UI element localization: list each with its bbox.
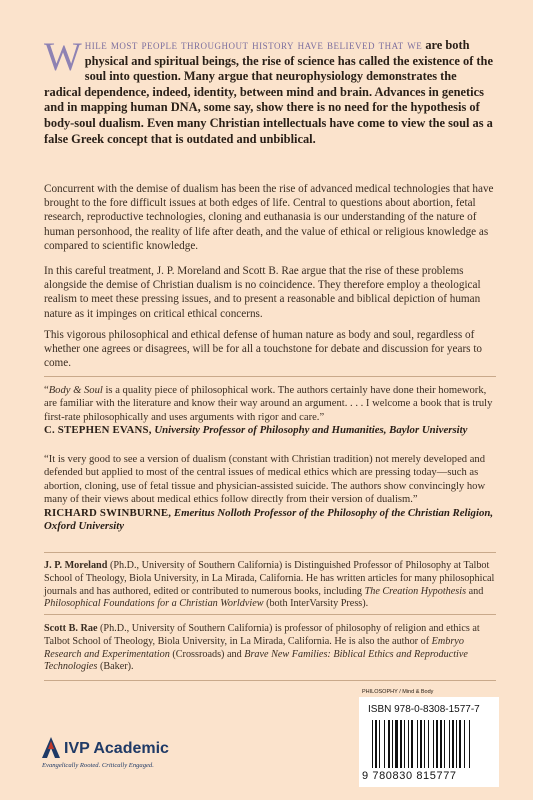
barcode-bar — [384, 720, 385, 768]
category-label: PHILOSOPHY / Mind & Body — [362, 689, 434, 695]
endorser-attribution — [44, 507, 496, 534]
endorser-name: C. STEPHEN EVANS, — [44, 424, 152, 437]
publisher-logo — [40, 734, 170, 778]
endorser-affiliation: Emeritus Nolloth Professor of the Philosophy of the Christian Religion, Oxford University — [44, 506, 494, 533]
publisher-tagline: Evangelically Rooted. Critically Engaged. — [42, 762, 154, 769]
barcode — [372, 720, 496, 768]
barcode-bar — [444, 720, 445, 768]
barcode-bar — [411, 720, 413, 768]
endorser-name: RICHARD SWINBURNE, — [44, 506, 172, 519]
author-name: Scott B. Rae — [44, 623, 98, 634]
author-name: J. P. Moreland — [44, 560, 108, 571]
lead-small-caps: hile most people throughout history have believed that we — [84, 38, 423, 52]
barcode-bar — [449, 720, 450, 768]
barcode-bar — [452, 720, 454, 768]
barcode-bar — [417, 720, 418, 768]
publisher-name: IVP Academic — [64, 740, 169, 757]
book-title: Body & Soul — [48, 385, 103, 396]
endorsement-text: “It is very good to see a version of dualism (constant with Christian tradition) not merely developed and defended but applied to most of the central issues of medical ethics which are pressing today—such as abortion, cloning, use of fetal tissue and physician-assisted suicide. The authors show convincingly how many of their views about medical ethics follow directly from their version of dualism.” — [44, 454, 486, 506]
author-bio-rae: Scott B. Rae (Ph.D., University of Southern California) is professor of philosophy of religion and ethics at Talbot School of Theology, Biola University, in La Mirada, California. He is also the author of Embryo Research and Experimentation (Crossroads) and Brave New Families: Biblical Ethics and Reproductive Technologies (Baker). — [44, 623, 480, 673]
isbn-label: ISBN 978-0-8308-1577-7 — [368, 704, 480, 715]
barcode-bar — [408, 720, 409, 768]
barcode-bar — [440, 720, 442, 768]
blurb-paragraph-2: In this careful treatment, J. P. Moreland and Scott B. Rae argue that the rise of these problems alongside the demise of Christian dualism is no coincidence. They therefore employ a theological realism to meet these pressing issues, and to present a reasonable and biblical depiction of human nature as it impinges on critical ethical concerns. — [44, 265, 481, 320]
barcode-bar — [433, 720, 434, 768]
barcode-bar — [469, 720, 470, 768]
barcode-bar — [424, 720, 425, 768]
divider — [44, 552, 496, 553]
author-bio-moreland: J. P. Moreland (Ph.D., University of Southern California) is Distinguished Professor of Philosophy at Talbot School of Theology, Biola University, in La Mirada, California. He has written articles for many philosophical journals and has authored, edited or contributed to numerous books, including The Creation Hypothesis and Philosophical Foundations for a Christian Worldview (both InterVarsity Press). — [44, 560, 495, 610]
barcode-bar — [459, 720, 461, 768]
barcode-bar — [400, 720, 402, 768]
barcode-bar — [464, 720, 465, 768]
endorsement-text: is a quality piece of philosophical work. The authors certainly have done their homework, are familiar with the literature and know their way around an argument. . . . I welcome a book that is truly first-rate philosophically and uses arguments with rigor and care.” — [44, 385, 493, 423]
barcode-bar — [420, 720, 422, 768]
barcode-digits: 9 780830 815777 — [362, 770, 457, 782]
ivp-mark-icon — [40, 736, 62, 760]
endorsement-swinburne — [44, 453, 496, 533]
barcode-bar — [388, 720, 390, 768]
divider — [44, 614, 496, 615]
blurb-paragraph-1: Concurrent with the demise of dualism has been the rise of advanced medical technologies that have brought to the fore difficult issues at both edges of life. Central to questions about abortion, fetal research, reproductive technologies, cloning and euthanasia is our understanding of the nature of human personhood, the reality of life after death, and the value of ethical or religious knowledge as compared to scientific knowledge. — [44, 183, 494, 252]
barcode-bar — [372, 720, 373, 768]
blurb-paragraph-3: This vigorous philosophical and ethical defense of human nature as body and soul, regardless of whether one agrees or disagrees, will be for all a touchstone for debate and discussion for years to come. — [44, 329, 483, 370]
lead-paragraph — [44, 34, 494, 147]
lead-text: are both physical and spiritual beings, the rise of science has called the existence of the soul into question. Many argue that neurophysiology demonstrates the radical dependence, indeed, identity, between mind and brain. Advances in genetics and in mapping human DNA, some say, show there is no need for the hypothesis of body-soul dualism. Even many Christian intellectuals have come to view the soul as a false Greek concept that is outdated and unbiblical. — [44, 38, 493, 146]
barcode-bar — [428, 720, 429, 768]
barcode-bar — [392, 720, 393, 768]
endorsement-evans: “Body & Soul is a quality piece of philosophical work. The authors certainly have done their homework, are familiar with the literature and know their way around an argument. . . . I welcome a book that is truly first-rate philosophically and uses arguments with rigor and care.” C. STEPHEN EVANS, University Professor of Philosophy and Humanities, Baylor University — [44, 384, 496, 438]
barcode-bar — [436, 720, 438, 768]
divider — [44, 376, 496, 377]
barcode-bar — [379, 720, 380, 768]
divider — [44, 680, 496, 681]
barcode-bar — [375, 720, 377, 768]
barcode-bar — [404, 720, 405, 768]
endorser-affiliation: University Professor of Philosophy and Humanities, Baylor University — [154, 424, 468, 437]
barcode-bar — [395, 720, 398, 768]
drop-cap: W — [44, 34, 82, 79]
endorser-attribution — [44, 424, 496, 437]
barcode-bar — [456, 720, 457, 768]
